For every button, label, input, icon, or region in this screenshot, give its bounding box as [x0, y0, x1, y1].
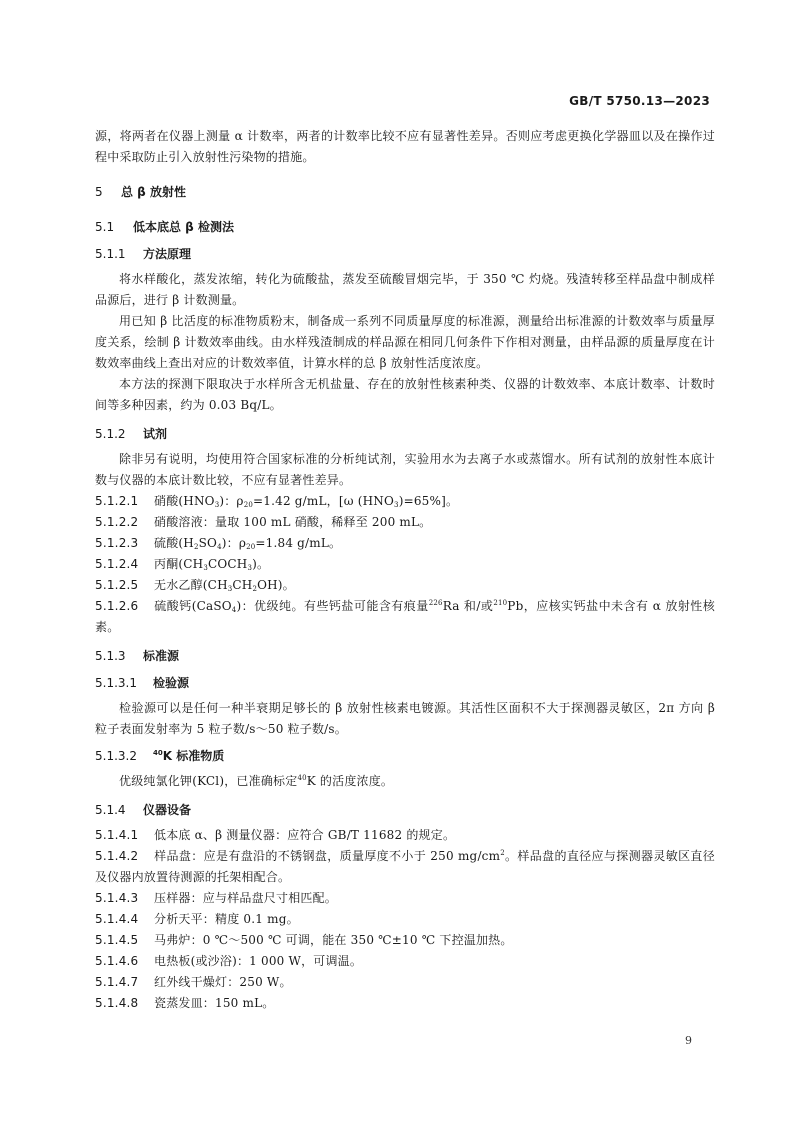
- section-number: 5.1.4: [95, 803, 126, 817]
- section-5-1-1-heading: [95, 244, 715, 265]
- item-text: =1.84 g/mL。: [255, 536, 342, 550]
- superscript: 40: [297, 774, 307, 782]
- item-text: CH: [232, 578, 253, 592]
- item-text: OH)。: [257, 578, 295, 592]
- equipment-item: [95, 909, 715, 930]
- subscript: 3: [247, 564, 253, 572]
- subscript: 3: [214, 501, 220, 509]
- item-text: )：ρ: [219, 494, 244, 508]
- paragraph: [95, 771, 715, 792]
- section-5-1-heading: [95, 217, 715, 238]
- superscript: 40: [153, 749, 163, 757]
- reagent-item: [95, 491, 715, 512]
- item-text: 电热板(或沙浴)：1 000 W，可调温。: [154, 954, 363, 968]
- section-number: 5.1.3.1: [95, 676, 137, 690]
- reagent-item: [95, 575, 715, 596]
- item-number: 5.1.2.2: [95, 515, 139, 529]
- paragraph-text: K 的活度浓度。: [306, 774, 394, 788]
- item-text: COCH: [208, 557, 248, 571]
- section-number: 5.1.1: [95, 247, 126, 261]
- section-title: 试剂: [143, 427, 168, 441]
- section-title: 标准源: [143, 649, 180, 663]
- item-number: 5.1.2.5: [95, 578, 139, 592]
- item-text: 低本底 α、β 测量仪器：应符合 GB/T 11682 的规定。: [154, 828, 456, 842]
- equipment-item: [95, 930, 715, 951]
- section-number: 5.1.3.2: [95, 749, 137, 763]
- paragraph: 将水样酸化，蒸发浓缩，转化为硫酸盐，蒸发至硫酸冒烟完毕，于 350 ℃ 灼烧。残渣转移至样品盘中制成样品源后，进行 β 计数测量。: [95, 272, 715, 307]
- item-text: 瓷蒸发皿：150 mL。: [154, 996, 275, 1010]
- item-text: 无水乙醇(CH: [154, 578, 228, 592]
- section-title: 仪器设备: [143, 803, 192, 817]
- item-number: 5.1.2.3: [95, 536, 139, 550]
- equipment-item: [95, 888, 715, 909]
- item-text: )：ρ: [221, 536, 247, 550]
- equipment-item: [95, 993, 715, 1014]
- intro-paragraph: 源，将两者在仪器上测量 α 计数率，两者的计数率比较不应有显著性差异。否则应考虑更换化学器皿以及在操作过程中采取防止引入放射性污染物的措施。: [95, 129, 715, 164]
- item-text: Ra 和/或: [442, 599, 494, 613]
- equipment-item: [95, 972, 715, 993]
- item-text: )。: [252, 557, 270, 571]
- item-number: 5.1.4.7: [95, 975, 139, 989]
- reagent-item: [95, 512, 715, 533]
- section-5-1-3-1-heading: [95, 673, 715, 694]
- paragraph: 除非另有说明，均使用符合国家标准的分析纯试剂，实验用水为去离子水或蒸馏水。所有试剂的放射性本底计数与仪器的本底计数比较，不应有显著性差异。: [95, 452, 715, 487]
- superscript: 226: [428, 599, 443, 607]
- item-text: 硝酸溶液：量取 100 mL 硝酸，稀释至 200 mL。: [154, 515, 432, 529]
- item-number: 5.1.4.3: [95, 891, 139, 905]
- standard-code: GB/T 5750.13—2023: [569, 94, 710, 108]
- subscript: 4: [231, 606, 237, 614]
- section-title: 低本底总 β 检测法: [133, 220, 234, 234]
- reagent-item: [95, 554, 715, 575]
- section-number: 5.1.3: [95, 649, 126, 663]
- item-text: 分析天平：精度 0.1 mg。: [154, 912, 299, 926]
- item-text: 马弗炉：0 ℃～500 ℃ 可调，能在 350 ℃±10 ℃ 下控温加热。: [154, 933, 513, 947]
- item-text: 丙酮(CH: [154, 557, 204, 571]
- item-number: 5.1.4.8: [95, 996, 139, 1010]
- section-5-heading: [95, 182, 715, 203]
- section-5-1-3-heading: [95, 646, 715, 667]
- section-title: K 标准物质: [162, 749, 225, 763]
- equipment-item: [95, 951, 715, 972]
- subscript: 20: [246, 543, 256, 551]
- item-text: )=65%]。: [398, 494, 459, 508]
- section-number: 5.1: [95, 220, 115, 234]
- paragraph: 本方法的探测下限取决于水样所含无机盐量、存在的放射性核素种类、仪器的计数效率、本底计数率、计数时间等多种因素，约为 0.03 Bq/L。: [95, 377, 715, 412]
- item-text: 硫酸(H: [154, 536, 194, 550]
- subscript: 20: [243, 501, 253, 509]
- section-number: 5.1.2: [95, 427, 126, 441]
- item-number: 5.1.2.1: [95, 494, 139, 508]
- item-number: 5.1.4.2: [95, 849, 139, 863]
- item-number: 5.1.4.4: [95, 912, 139, 926]
- subscript: 3: [227, 585, 233, 593]
- item-text: 硝酸(HNO: [154, 494, 215, 508]
- section-5-1-2-heading: [95, 424, 715, 445]
- item-number: 5.1.4.6: [95, 954, 139, 968]
- equipment-item: [95, 825, 715, 846]
- reagent-item: [95, 533, 715, 554]
- reagent-item: [95, 596, 715, 638]
- item-text: Pb，应核实钙盐中未含有 α 放射性核素。: [95, 599, 715, 634]
- subscript: 3: [203, 564, 208, 572]
- paragraph: 用已知 β 比活度的标准物质粉末，制备成一系列不同质量厚度的标准源，测量给出标准源的计数效率与质量厚度关系，绘制 β 计数效率曲线。由水样残渣制成的样品源在相同几何条件下作相对测量，由样品源的质量厚度在计数效率曲线上查出对应的计数效率值，计算水样的总 β 放射性活度浓度。: [95, 314, 715, 370]
- superscript: 2: [500, 849, 505, 857]
- page-number: 9: [685, 1034, 692, 1047]
- equipment-item: [95, 846, 715, 888]
- item-text: )：优级纯。有些钙盐可能含有痕量: [236, 599, 429, 613]
- subscript: 2: [193, 543, 199, 551]
- section-5-1-3-2-heading: [95, 746, 715, 767]
- section-title: 检验源: [153, 676, 190, 690]
- document-body: [95, 126, 715, 1014]
- superscript: 210: [493, 599, 508, 607]
- subscript: 4: [217, 543, 222, 551]
- section-title: 总 β 放射性: [121, 185, 186, 199]
- item-number: 5.1.2.6: [95, 599, 139, 613]
- subscript: 2: [252, 585, 258, 593]
- item-text: 。样品盘的直径应与探测器灵敏区直径及仪器内放置待测源的托架相配合。: [95, 849, 715, 884]
- item-text: 压样器：应与样品盘尺寸相匹配。: [154, 891, 338, 905]
- paragraph-text: 优级纯氯化钾(KCl)，已准确标定: [119, 774, 298, 788]
- section-5-1-4-heading: [95, 800, 715, 821]
- item-text: =1.42 g/mL，[ω (HNO: [253, 494, 395, 508]
- item-text: 红外线干燥灯：250 W。: [154, 975, 292, 989]
- item-text: 样品盘：应是有盘沿的不锈钢盘，质量厚度不小于 250 mg/cm: [154, 849, 501, 863]
- section-title: 方法原理: [143, 247, 192, 261]
- item-text: 硫酸钙(CaSO: [154, 599, 232, 613]
- section-number: 5: [95, 185, 103, 199]
- item-text: SO: [198, 536, 218, 550]
- item-number: 5.1.4.1: [95, 828, 139, 842]
- paragraph: 检验源可以是任何一种半衰期足够长的 β 放射性核素电镀源。其活性区面积不大于探测器灵敏区，2π 方向 β 粒子表面发射率为 5 粒子数/s～50 粒子数/s。: [95, 701, 715, 736]
- subscript: 3: [394, 501, 399, 509]
- item-number: 5.1.2.4: [95, 557, 139, 571]
- item-number: 5.1.4.5: [95, 933, 139, 947]
